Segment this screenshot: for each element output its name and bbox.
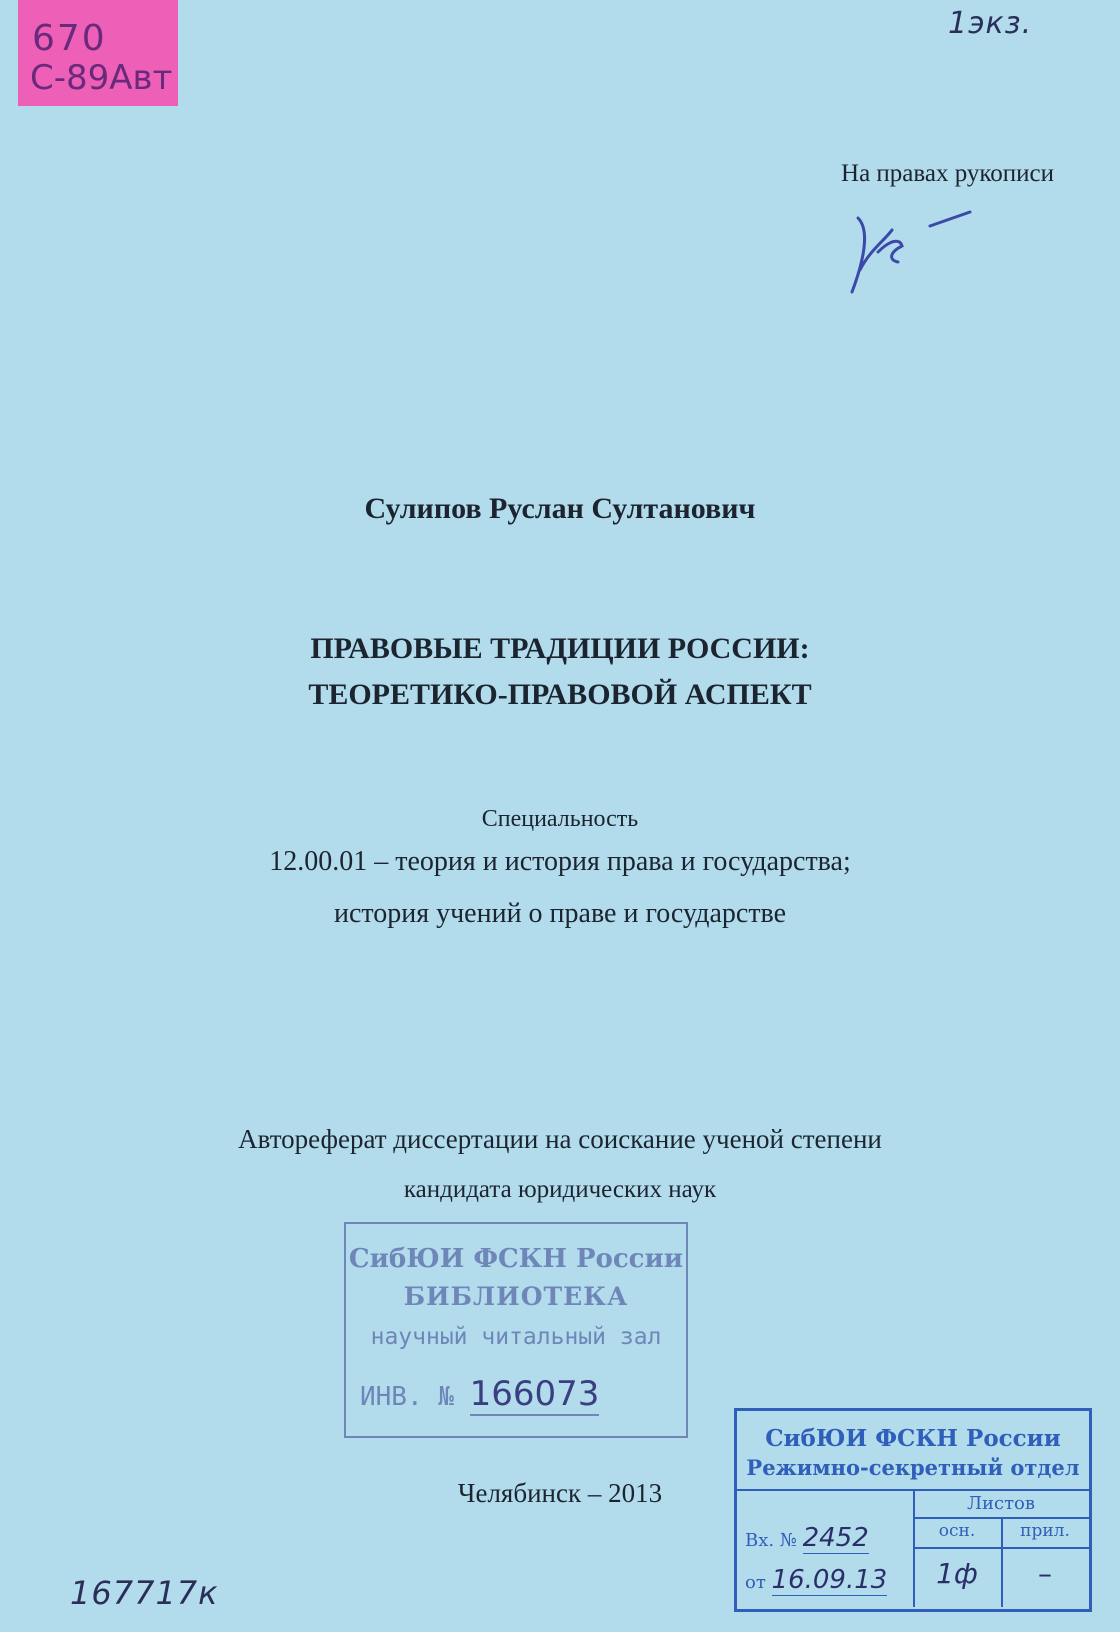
library-label-sticker (18, 0, 178, 106)
shelf-code: 670 (32, 18, 107, 59)
author-mark: С-89Авт (30, 58, 173, 98)
secret-stamp-department: Режимно-секретный отдел (746, 1455, 1080, 1480)
library-stamp-inventory (360, 1374, 599, 1414)
title-line-1: ПРАВОВЫЕ ТРАДИЦИИ РОССИИ: (310, 632, 810, 665)
library-stamp-institution: СибЮИ ФСКН России (348, 1244, 684, 1274)
library-stamp-hall: научный читальный зал (370, 1324, 662, 1350)
appendix-sheets-value: – (1038, 1557, 1052, 1590)
main-sheets-label: осн. (938, 1521, 976, 1541)
incoming-date (745, 1565, 887, 1595)
city-year: Челябинск – 2013 (457, 1478, 663, 1508)
appendix-sheets-label: прил. (1020, 1521, 1070, 1541)
secret-stamp-institution: СибЮИ ФСКН России (765, 1425, 1061, 1452)
incoming-number-value: 2452 (802, 1523, 869, 1553)
manuscript-rights-note: На правах рукописи (841, 160, 1054, 187)
secret-department-stamp (734, 1408, 1092, 1612)
library-stamp (344, 1222, 688, 1438)
inventory-label: ИНВ. № (360, 1382, 454, 1412)
incoming-number (745, 1523, 869, 1553)
library-stamp-title: БИБЛИОТЕКА (403, 1282, 629, 1311)
specialty-line-2: история учений о праве и государстве (333, 898, 787, 929)
inventory-handwritten-note: 167717к (70, 1574, 219, 1612)
main-sheets-value: 1ф (936, 1557, 978, 1590)
incoming-date-value: 16.09.13 (771, 1565, 888, 1595)
sheets-label: Листов (966, 1493, 1036, 1514)
signature-icon (830, 200, 1010, 310)
abstract-line-2: кандидата юридических наук (403, 1176, 717, 1203)
incoming-number-label: Вх. № (745, 1530, 797, 1551)
specialty-label: Специальность (481, 806, 639, 832)
inventory-number: 166073 (469, 1374, 600, 1414)
specialty-line-1: 12.00.01 – теория и история права и государства; (269, 846, 851, 877)
author-name: Сулипов Руслан Султанович (364, 492, 756, 525)
incoming-date-label: от (745, 1572, 766, 1593)
title-line-2: ТЕОРЕТИКО-ПРАВОВОЙ АСПЕКТ (308, 678, 812, 711)
abstract-line-1: Автореферат диссертации на соискание ученой степени (238, 1124, 882, 1154)
copies-handwritten-note: 1экз. (948, 6, 1033, 41)
